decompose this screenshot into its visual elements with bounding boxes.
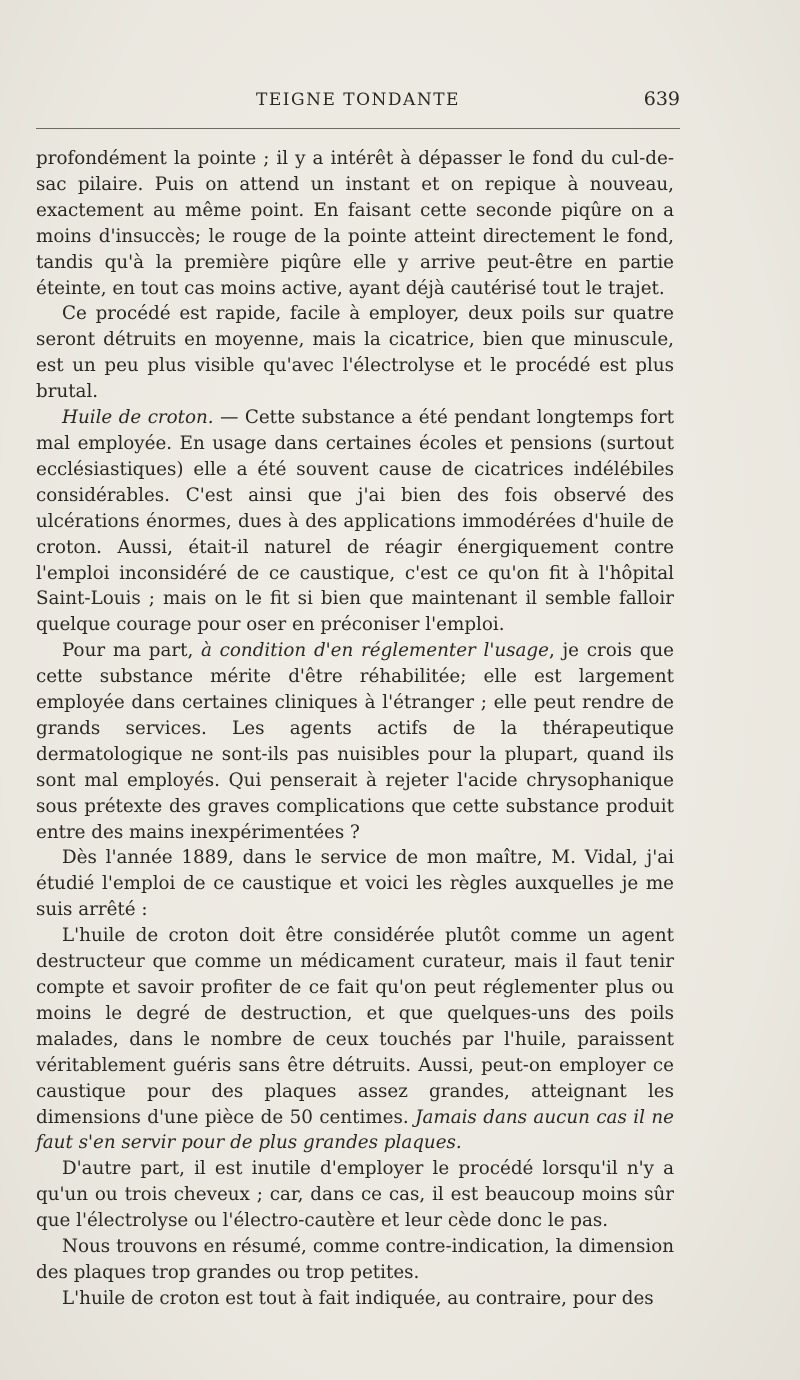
paragraph-lead: Pour ma part, xyxy=(62,640,202,662)
paragraph-4 xyxy=(36,638,674,845)
paragraph-5 xyxy=(36,845,674,923)
paragraph-7 xyxy=(36,1156,674,1234)
emphasis-text: Jamais dans aucun cas il ne faut s'en servir pour de plus grandes plaques. xyxy=(36,1106,674,1154)
paragraph-6 xyxy=(36,923,674,1156)
paragraph-lead: L'huile de croton doit être considérée plutôt comme un agent destructeur que comme un médicament curateur, mais il faut tenir compte et savoir profiter de ce fait qu'on peut réglementer plus ou moins le degré de destruction, et que quelques-uns des poils malades, dans le nombre de ceux touchés par l'huile, paraissent véritablement guéris sans être détruits. Aussi, peut-on employer ce caustique pour des plaques assez grandes, atteignant les dimensions d'une pièce de 50 centimes. xyxy=(36,925,674,1128)
running-title: TEIGNE TONDANTE xyxy=(256,90,460,110)
emphasis-text: à condition d'en réglementer l'usage xyxy=(201,640,549,662)
running-head xyxy=(36,88,680,118)
paragraph-text: Ce procédé est rapide, facile à employer, deux poils sur quatre seront détruits en moyenne, mais la cicatrice, bien que minuscule, est un peu plus visible qu'avec l'électrolyse et le procédé est plus brutal. xyxy=(36,303,674,403)
paragraph-9 xyxy=(36,1286,674,1312)
paragraph-3 xyxy=(36,405,674,638)
paragraph-text: profondément la pointe ; il y a intérêt à dépasser le fond du cul-de-sac pilaire. Puis on attend un instant et on repique à nouveau, exactement au même point. En faisant cette seconde piqûre on a moins d'insuccès; le rouge de la pointe atteint directement le fond, tandis qu'à la première piqûre elle y arrive peut-être en partie éteinte, en tout cas moins active, ayant déjà cautérisé tout le trajet. xyxy=(36,148,674,299)
paragraph-text: L'huile de croton est tout à fait indiquée, au contraire, pour des xyxy=(62,1287,654,1309)
paragraph-8 xyxy=(36,1234,674,1286)
paragraph-2 xyxy=(36,301,674,405)
body-text xyxy=(36,146,674,1312)
header-rule xyxy=(36,128,680,129)
paragraph-text: Dès l'année 1889, dans le service de mon maître, M. Vidal, j'ai étudié l'emploi de ce caustique et voici les règles auxquelles je me suis arrêté : xyxy=(36,847,674,921)
paragraph-text: — Cette substance a été pendant longtemps fort mal employée. En usage dans certaines écoles et pensions (surtout ecclésiastiques) elle a été souvent cause de cicatrices indélébiles considérables. C'est ainsi que j'ai bien des fois observé des ulcérations énormes, dues à des applications immodérées d'huile de croton. Aussi, était-il naturel de réagir énergiquement contre l'emploi inconsidéré de ce caustique, c'est ce qu'on fit à l'hôpital Saint-Louis ; mais on le fit si bien que maintenant il semble falloir quelque courage pour oser en préconiser l'emploi. xyxy=(36,407,675,636)
paragraph-text: Nous trouvons en résumé, comme contre-indication, la dimension des plaques trop grandes ou trop petites. xyxy=(36,1236,674,1283)
paragraph-text: , je crois que cette substance mérite d'être réhabilitée; elle est largement employée dans certaines cliniques à l'étranger ; elle peut rendre de grands services. Les agents actifs de la thérapeutique dermatologique ne sont-ils pas nuisibles pour la plupart, quand ils sont mal employés. Qui penserait à rejeter l'acide chrysophanique sous prétexte des graves complications que cette substance produit entre des mains inexpérimentées ? xyxy=(36,640,674,843)
section-heading-huile-de-croton: Huile de croton. xyxy=(62,407,214,429)
paragraph-1 xyxy=(36,146,674,301)
page-number: 639 xyxy=(643,88,680,110)
paragraph-text: D'autre part, il est inutile d'employer le procédé lorsqu'il n'y a qu'un ou trois cheveux ; car, dans ce cas, il est beaucoup moins sûr que l'électrolyse ou l'électro-cautère et leur cède donc le pas. xyxy=(36,1158,674,1232)
